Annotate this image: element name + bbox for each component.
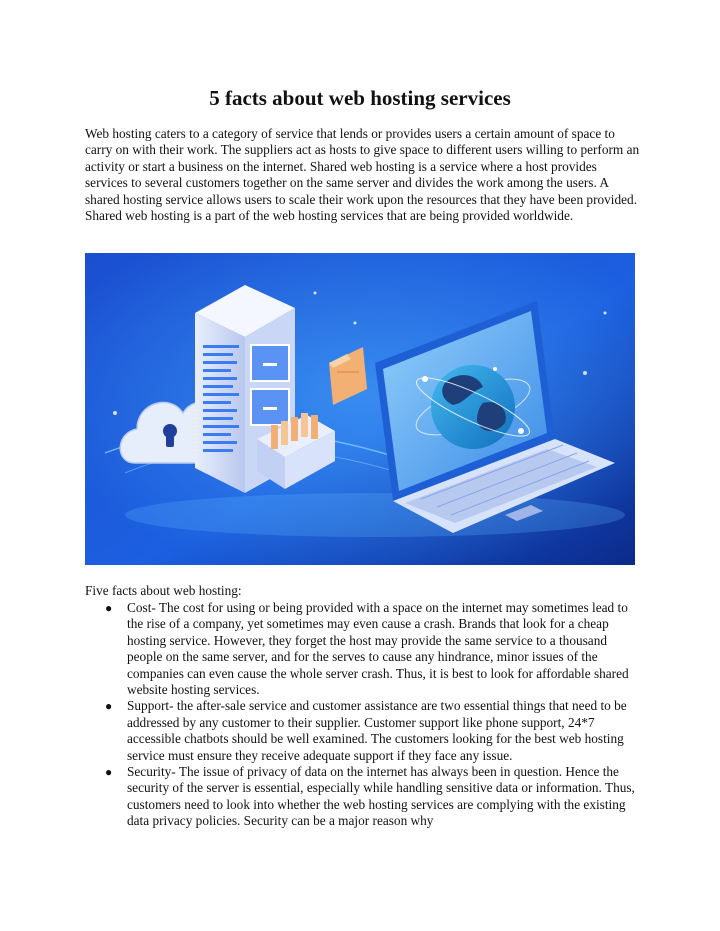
- bullet-icon: ●: [105, 601, 113, 615]
- fact-text-security: Security- The issue of privacy of data on the internet has always been in question. Hence the security of the server is essential, especially while handling sensitive data or information. Thus, customers need to look into whether the web hosting services are complying with the existing data privacy policies. Security can be a major reason why: [127, 764, 635, 829]
- fact-text-cost: Cost- The cost for using or being provided with a space on the internet may sometimes lead to the rise of a company, yet sometimes may even cause a crash. Brands that look for a cheap hosting service. However, they forget the host may provide the same service to a thousand people on the same server, and for the serves to cause any hindrance, minor issues of the companies can even cause the whole server crash. Thus, it is best to look for affordable shared website hosting services.: [127, 600, 629, 698]
- document-title: 5 facts about web hosting services: [209, 86, 511, 110]
- list-item: [85, 600, 640, 698]
- bullet-icon: ●: [105, 699, 113, 714]
- fact-text-support: Support- the after-sale service and customer assistance are two essential things that need to be addressed by any customer to their supplier. Customer support like phone support, 24*7 accessible chatbots should be well examined. The customers looking for the best web hosting service must ensure they receive adequate support if they face any issue.: [127, 698, 627, 763]
- list-heading: Five facts about web hosting:: [85, 583, 242, 598]
- bullet-icon: ●: [105, 765, 113, 780]
- facts-list: [85, 600, 640, 830]
- intro-paragraph: Web hosting caters to a category of service that lends or provides users a certain amount of space to carry on with their work. The suppliers act as hosts to give space to different users willing to perform an activity or start a business on the internet. Shared web hosting is a service where a host provides services to several customers together on the same server and divides the work among the users. A shared hosting service allows users to scale their work upon the resources that they have been provided. Shared web hosting is a part of the web hosting services that are being provided worldwide.: [85, 126, 640, 224]
- list-item: [85, 764, 640, 830]
- web-hosting-illustration: [85, 253, 635, 565]
- list-item: [85, 698, 640, 764]
